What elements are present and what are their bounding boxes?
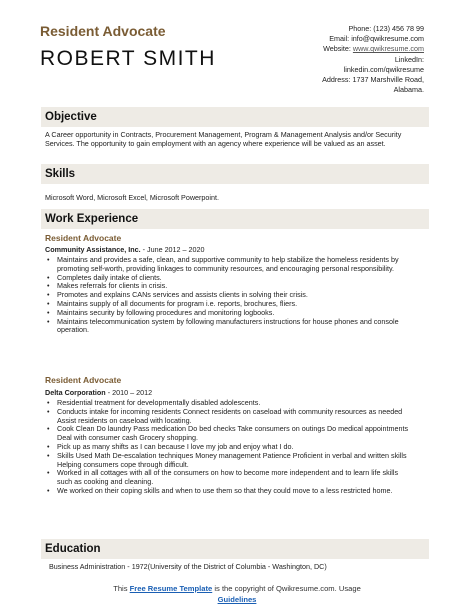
website-label: Website: — [323, 44, 351, 54]
education-text: Business Administration - 1972(University of the District of Columbia - Washington, DC) — [49, 562, 327, 571]
job-title: Resident Advocate — [40, 23, 166, 39]
job-1-bullets — [45, 256, 415, 335]
job-company-line — [45, 388, 152, 397]
work-heading: Work Experience — [45, 213, 139, 225]
footer-usage-prefix: Usage — [338, 584, 361, 593]
objective-heading: Objective — [45, 111, 97, 123]
website-line — [224, 44, 424, 54]
list-item: • Residential treatment for developmentally disabled adolescents. — [45, 399, 415, 408]
free-resume-template-link[interactable]: Free Resume Template — [129, 584, 213, 593]
address-line-2: Alabama. — [393, 85, 424, 95]
linkedin-label: LinkedIn: — [394, 54, 424, 64]
website-link[interactable]: www.qwikresume.com — [352, 44, 424, 54]
skills-section-bar — [41, 164, 429, 184]
company-name: Delta Corporation — [45, 388, 106, 397]
job-role: Resident Advocate — [45, 375, 122, 385]
copyright-footer — [40, 583, 434, 605]
address-value: 1737 Marshville Road, — [352, 75, 424, 85]
address-label: Address: — [322, 75, 351, 85]
contact-block — [224, 24, 424, 95]
candidate-name: ROBERT SMITH — [40, 47, 216, 70]
job-dates: - 2010 – 2012 — [105, 388, 153, 397]
list-item: • Maintains security by following procedures and monitoring logbooks. — [45, 309, 415, 318]
list-item: • Completes daily intake of clients. — [45, 274, 415, 283]
job-2-bullets — [45, 399, 415, 496]
phone-label: Phone: — [348, 24, 372, 33]
resume-header — [0, 0, 474, 100]
company-name: Community Assistance, Inc. — [45, 245, 141, 254]
list-item: • We worked on their coping skills and when to use them so that they could move to a less restricted home. — [45, 487, 415, 496]
email-value: info@qwikresume.com — [351, 34, 424, 44]
list-item: • Skills Used Math De-escalation techniques Money management Patience Proficient in verbal and written skills Helping consumers cope through difficult. — [45, 452, 415, 470]
list-item: • Conducts intake for incoming residents Connect residents on caseload with community resources as needed Assist residents on caseload with locating. — [45, 408, 415, 426]
email-label: Email: — [329, 34, 350, 44]
list-item: • Worked in all cottages with all of the consumers on how to become more independent and to learn life skills such as cooking and cleaning. — [45, 469, 415, 487]
footer-prefix: This — [113, 584, 130, 593]
list-item: • Maintains and provides a safe, clean, and supportive community to help stabilize the homeless residents by promoting self-worth, providing linkages to community resources, and encouraging personal responsibility. — [45, 256, 415, 274]
list-item: • Maintains supply of all documents for program i.e. reports, brochures, fliers. — [45, 300, 415, 309]
email-line — [224, 34, 424, 44]
list-item: • Maintains telecommunication system by following manufacturers instructions for house phones and console operation. — [45, 318, 415, 336]
footer-middle: is the copyright of Qwikresume.com. — [212, 584, 339, 593]
list-item: • Cook Clean Do laundry Pass medication Do bed checks Take consumers on outings Do medical appointments Deal with consumer cash Grocery shopping. — [45, 425, 415, 443]
objective-text: A Career opportunity in Contracts, Procurement Management, Program & Management Analysis and/or Security Services. The opportunity to gain employment with an agency where experience will be valued as an asset. — [45, 130, 402, 148]
job-role: Resident Advocate — [45, 233, 122, 243]
linkedin-value: linkedin.com/qwikresume — [343, 64, 424, 74]
list-item: • Promotes and explains CANs services and assists clients in solving their crisis. — [45, 291, 415, 300]
objective-section-bar — [41, 107, 429, 127]
job-dates: - June 2012 – 2020 — [140, 245, 205, 254]
skills-text: Microsoft Word, Microsoft Excel, Microsoft Powerpoint. — [45, 193, 220, 202]
job-company-line — [45, 245, 205, 254]
skills-heading: Skills — [45, 168, 76, 180]
phone-line — [224, 24, 424, 34]
address-line — [224, 75, 424, 85]
phone-value: (123) 456 78 99 — [373, 24, 424, 33]
list-item: • Makes referrals for clients in crisis. — [45, 282, 415, 291]
list-item: • Pick up as many shifts as I can because I love my job and enjoy what I do. — [45, 443, 415, 452]
education-heading: Education — [45, 543, 101, 555]
usage-guidelines-link[interactable]: Guidelines — [217, 595, 257, 604]
